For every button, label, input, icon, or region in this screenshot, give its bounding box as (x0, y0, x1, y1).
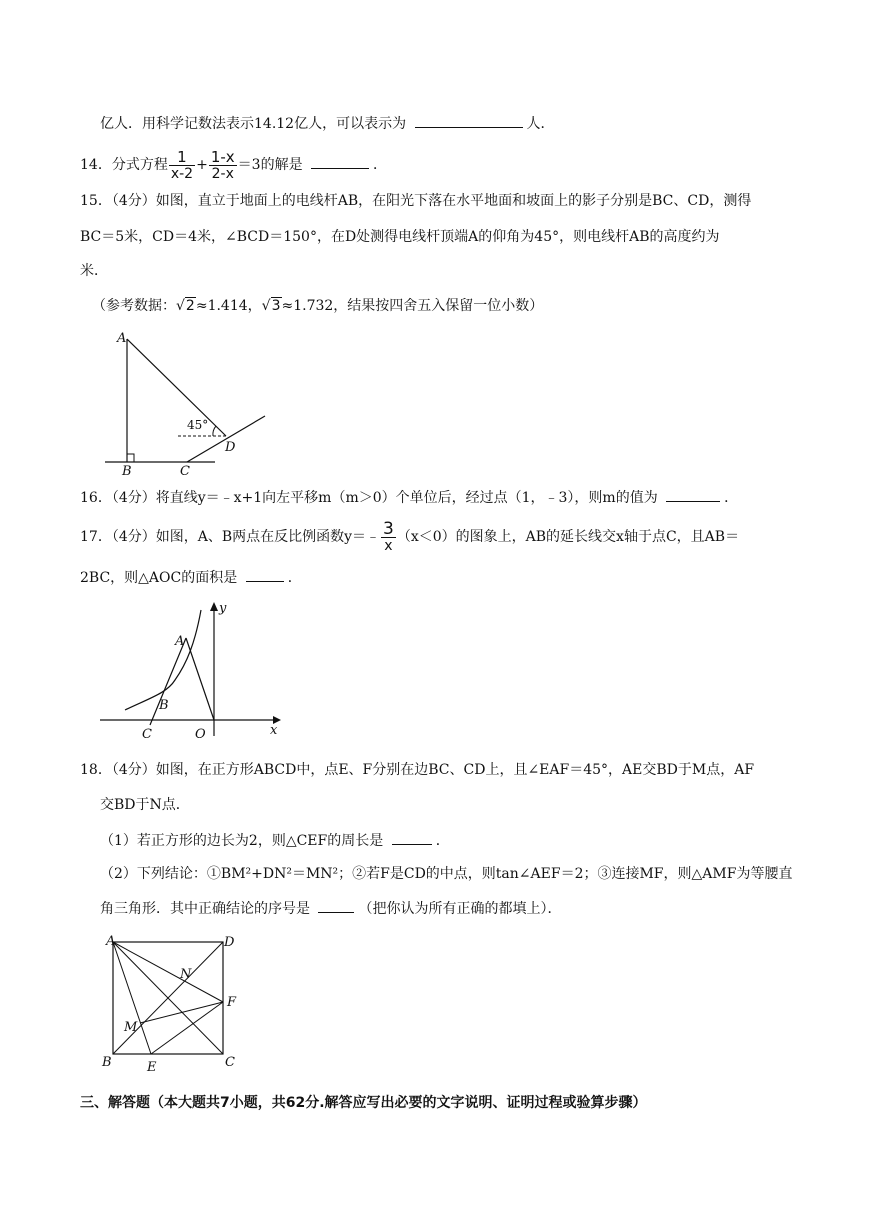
q13-text: 亿人．用科学记数法表示14.12亿人，可以表示为 (100, 116, 407, 132)
label-b: B (159, 698, 169, 713)
label-b: B (122, 464, 132, 475)
q17-line-2 (80, 567, 302, 588)
q14-line (80, 148, 387, 182)
q18-sub2a: （2）下列结论：①BM²+DN²＝MN²；②若F是CD的中点，则tan∠AEF＝2；③连接MF，则△AMF为等腰直 (100, 866, 793, 882)
label-d: D (225, 440, 236, 455)
q17-line-1 (80, 519, 739, 555)
q14-fraction-1 (169, 149, 195, 182)
q13-answer-blank[interactable] (415, 113, 523, 128)
sqrt-2-radicand: 2 (185, 298, 195, 314)
q14-answer-blank[interactable] (311, 154, 369, 169)
line-ao (186, 638, 214, 720)
label-n: N (180, 967, 192, 982)
q18-sub1-text: （1）若正方形的边长为2，则△CEF的周长是 (100, 833, 384, 849)
sqrt-2: √2 (176, 298, 195, 314)
q17-figure (95, 598, 285, 743)
line-ae (113, 942, 151, 1054)
q18-sub1-answer-blank[interactable] (392, 830, 432, 845)
q18-sub1-end: ． (435, 833, 450, 849)
q18-line-2: 交BD于N点． (100, 797, 190, 813)
q15-line-1: 15．（4分）如图，直立于地面上的电线杆AB，在阳光下落在水平地面和坡面上的影子分别是BC、CD，测得 (80, 193, 752, 209)
q14-f1-den: x-2 (170, 165, 194, 182)
q14-number: 14． (80, 157, 112, 173)
q13-line (100, 113, 555, 134)
label-y: y (219, 601, 227, 616)
sqrt-3: √3 (261, 298, 281, 314)
q14-end: ． (373, 157, 388, 173)
label-c: C (225, 1055, 235, 1070)
q18-line-1: 18．（4分）如图，在正方形ABCD中，点E、F分别在边BC、CD上，且∠EAF＝45°，AE交BD于M点，AF (80, 762, 755, 778)
right-angle-mark (127, 454, 134, 462)
label-b: B (102, 1055, 112, 1070)
q15-ref-pre: （参考数据： (92, 298, 176, 314)
label-e: E (147, 1060, 157, 1075)
label-m: M (124, 1020, 138, 1035)
label-x: x (270, 723, 278, 738)
angle-label: 45° (187, 418, 209, 432)
q15-figure (95, 325, 275, 475)
label-o: O (195, 727, 206, 742)
q18-sub1 (100, 830, 450, 851)
q14-f2-num: 1-x (210, 147, 235, 166)
q18-sub2b-end: （把你认为所有正确的都填上）． (358, 901, 562, 917)
label-a: A (106, 934, 116, 949)
q15-ref-mid2: ≈1.732，结果按四舍五入保留一位小数） (281, 298, 544, 314)
q17-f-den: x (384, 537, 393, 554)
label-a: A (117, 331, 127, 346)
q18-sub2b-text: 角三角形．其中正确结论的序号是 (100, 901, 310, 917)
q15-reference (92, 296, 543, 316)
label-a: A (175, 634, 185, 649)
q17-fraction (381, 518, 396, 554)
q16-text: 16．（4分）将直线y＝﹣x+1向左平移m（m＞0）个单位后，经过点（1，﹣3），则m的值为 (80, 490, 658, 506)
q15-line-3: 米． (80, 263, 108, 279)
label-d: D (224, 935, 235, 950)
q18-figure (97, 930, 257, 1078)
q14-f1-num: 1 (169, 149, 195, 166)
sqrt-3-radicand: 3 (271, 298, 281, 314)
q13-unit: 人． (526, 116, 555, 132)
q15-line-2: BC＝5米，CD＝4米，∠BCD＝150°，在D处测得电线杆顶端A的仰角为45°，则电线杆AB的高度约为 (80, 229, 720, 245)
q16-line (80, 487, 738, 508)
q15-ref-mid1: ≈1.414， (195, 298, 262, 314)
q16-answer-blank[interactable] (666, 487, 720, 502)
y-axis-arrow (210, 602, 218, 611)
section-3-heading: 三、解答题（本大题共7小题，共62分.解答应写出必要的文字说明、证明过程或验算步骤） (80, 1095, 647, 1111)
q14-fraction-2 (209, 149, 237, 182)
q18-sub2b (100, 898, 561, 919)
q14-plus: + (196, 157, 208, 173)
line-ef (151, 1002, 223, 1054)
q18-sub2-answer-blank[interactable] (318, 898, 354, 913)
q16-end: ． (724, 490, 739, 506)
label-f: F (227, 995, 237, 1010)
line-mf (140, 1002, 223, 1023)
line-af (113, 942, 223, 1002)
q17-end: ． (287, 570, 302, 586)
q17-answer-blank[interactable] (246, 567, 284, 582)
q17-f-num: 3 (383, 518, 394, 539)
q17-pre: 17．（4分）如图，A、B两点在反比例函数y＝﹣ (80, 529, 381, 545)
q17-post: （x＜0）的图象上，AB的延长线交x轴于点C，且AB＝ (396, 529, 740, 545)
q14-post: ＝3的解是 (237, 157, 303, 173)
q17-line-2-text: 2BC，则△AOC的面积是 (80, 570, 238, 586)
label-c: C (142, 727, 152, 742)
line-ad (127, 339, 226, 436)
q14-f2-den: 2-x (211, 165, 234, 182)
angle-arc (213, 426, 216, 436)
label-c: C (180, 464, 190, 475)
q14-pre: 分式方程 (111, 157, 168, 173)
